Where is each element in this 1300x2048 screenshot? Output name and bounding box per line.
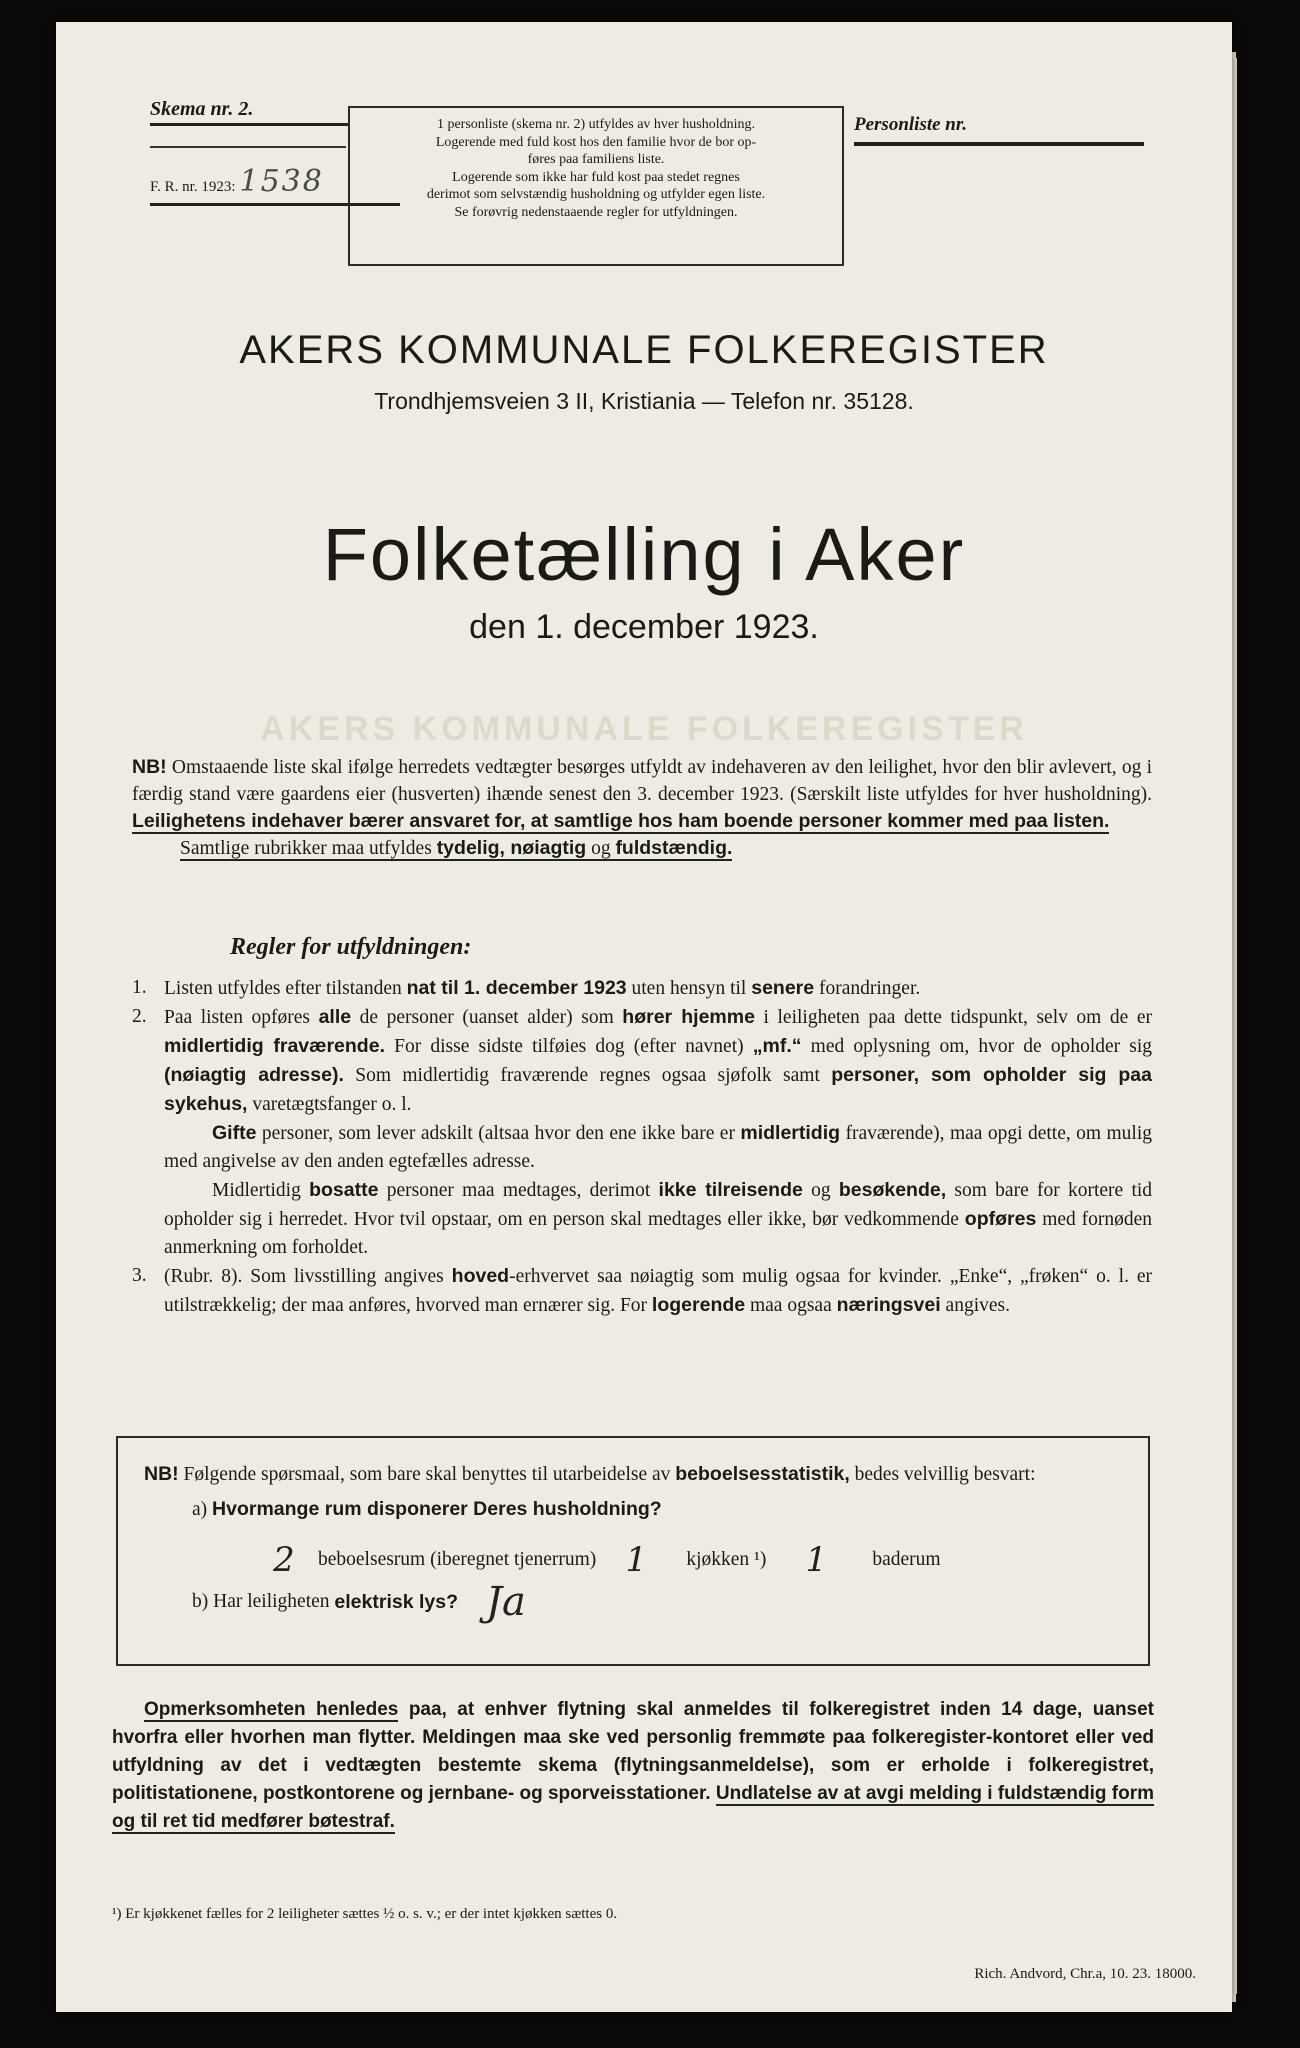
bolig-nb-label: NB! [144,1463,179,1485]
question-b: b) Har leiligheten [192,1591,330,1612]
infobox-line: derimot som selvstændig husholdning og utfylder egen liste. [426,187,766,202]
nb-req-bold: tydelig, nøiagtig [436,837,587,859]
bolig-intro: bedes velvillig besvart: [854,1464,1036,1485]
bolig-intro: Følgende spørsmaal, som bare skal benyttes til utarbeidelse av [183,1464,671,1485]
infobox-line: Logerende som ikke har fuld kost paa stedet regnes [452,169,740,185]
penalty-warning: Undlatelse av at avgi melding i fuldstændig form og til ret tid medfører bøtestraf. [112,1783,1154,1832]
question-a: Hvormange rum disponerer Deres husholdning? [212,1498,662,1520]
moving-notice-lead: Opmerksomheten henledes [144,1699,399,1720]
infobox-line: 1 personliste (skema nr. 2) utfyldes av hver husholdning. [436,117,756,132]
rule-number: 2. [132,1006,147,1027]
question-a-prefix: a) [192,1499,208,1520]
kitchen-label: kjøkken ¹) [686,1549,767,1570]
rules-list [132,974,1152,1320]
header-rule [150,146,346,148]
nb-text: Omstaaende liste skal ifølge herredets vedtægter besørges utfyldt av indehaveren av den leilighet, hvor den blir avlevert, og i færdig stand være gaardens eier (husverten) ihænde senest den 3. december 1923. (Særskilt liste utfyldes for hver husholdning). [132,757,1152,805]
rules-heading: Regler for utfyldningen: [230,934,472,960]
bath-answer[interactable]: 1 [805,1540,828,1580]
page-title: Folketælling i Aker [322,513,966,596]
rule-item [132,1262,1152,1320]
rule-text: (Rubr. 8). Som livsstilling angives hoved-erhvervet saa nøiagtig som mulig ogsaa for kvinder. „Enke“, „frøken“ o. l. er utilstrækkelig; der maa anføres, hvorved man ernærer sig. For logerende maa ogsaa næringsvei angives. [164,1265,1153,1316]
nb-requirement [180,838,732,861]
moving-notice-body: paa, at enhver flytning skal anmeldes til folkeregistret inden 14 dage, uanset hvorfra eller hvorhen man flytter. Meldingen maa ske ved personlig fremmøte paa folkeregister-kontoret eller ved utfyldning av det i vedtægten bestemte skema (flytningsanmeldelse), som er erholde i folkeregistret, politistationene, postkontorene og jernbane- og sporveisstationer. [112,1699,1155,1804]
skema-number: Skema nr. 2. [150,98,350,126]
electric-light-answer[interactable]: Ja [486,1579,526,1625]
kitchen-answer[interactable]: 1 [625,1540,648,1580]
printer-imprint: Rich. Andvord, Chr.a, 10. 23. 18000. [974,1966,1196,1982]
nb-req-text: og [591,838,611,859]
rule-text: Paa listen opføres alle de personer (uanset alder) som hører hjemme i leiligheten paa dette tidspunkt, selv om de er midlertidig fraværende. For disse sidste tilføies dog (efter navnet) „mf.“ med oplysning om, hvor de opholder sig (nøiagtig adresse). Som midlertidig fraværende regnes ogsaa sjøfolk samt personer, som opholder sig paa sykehus, varetægtsfanger o. l. Gifte personer, som lever adskilt (altsaa hvor den ene ikke bare er midlertidig fraværende), maa opgi dette, om mulig med angivelse av den anden egtefælles adresse. Midlertidig bosatte personer maa medtages, derimot ikke tilreisende og besøkende, som bare for kortere tid opholder sig i herredet. Hvor tvil opstaar, om en person skal medtages eller ikke, bør vedkommende opføres med fornøden anmerkning om forholdet. [164,1006,1153,1258]
footnote: ¹) Er kjøkkenet fælles for 2 leiligheter sættes ½ o. s. v.; er der intet kjøkken sættes 0. [112,1906,618,1922]
bath-label: baderum [872,1549,941,1570]
infobox-line: Se forøvrig nedenstaaende regler for utfyldningen. [454,204,738,220]
personliste-number: Personliste nr. [854,114,1144,146]
housing-statistics-box [116,1436,1150,1666]
rooms-label: beboelsesrum (iberegnet tjenerrum) [318,1549,597,1570]
fr-handwritten-number: 1538 [239,164,324,199]
bolig-intro-bold: beboelsesstatistik, [675,1463,850,1485]
rooms-answer[interactable]: 2 [273,1540,295,1580]
org-title: AKERS KOMMUNALE FOLKEREGISTER [239,328,1049,372]
rule-number: 1. [132,977,147,998]
rule-item [132,1003,1152,1262]
moving-notice [112,1696,1154,1836]
show-through-text: AKERS KOMMUNALE FOLKEREGISTER [260,710,1028,748]
question-b-bold: elektrisk lys? [334,1591,458,1613]
nb-responsibility: Leilighetens indehaver bærer ansvaret for, at samtlige hos ham boende personer kommer med paa listen. [132,810,1110,832]
rule-item [132,974,1152,1003]
nb-label: NB! [132,756,167,778]
org-address: Trondhjemsveien 3 II, Kristiania — Telefon nr. 35128. [374,388,914,414]
nb-req-bold: fuldstændig. [615,837,733,859]
instructions-box [348,106,844,266]
census-date: den 1. december 1923. [469,608,819,646]
infobox-line: føres paa familiens liste. [527,152,665,167]
infobox-line: Logerende med fuld kost hos den familie hvor de bor op- [435,134,757,150]
nb-req-text: Samtlige rubrikker maa utfyldes [180,838,432,859]
fr-label: F. R. nr. 1923: [150,179,236,195]
census-form-page [56,22,1232,2012]
rule-number: 3. [132,1265,147,1286]
rule-text: Listen utfyldes efter tilstanden nat til 1. december 1923 uten hensyn til senere forandringer. [164,977,921,999]
nb-notice [132,754,1152,862]
